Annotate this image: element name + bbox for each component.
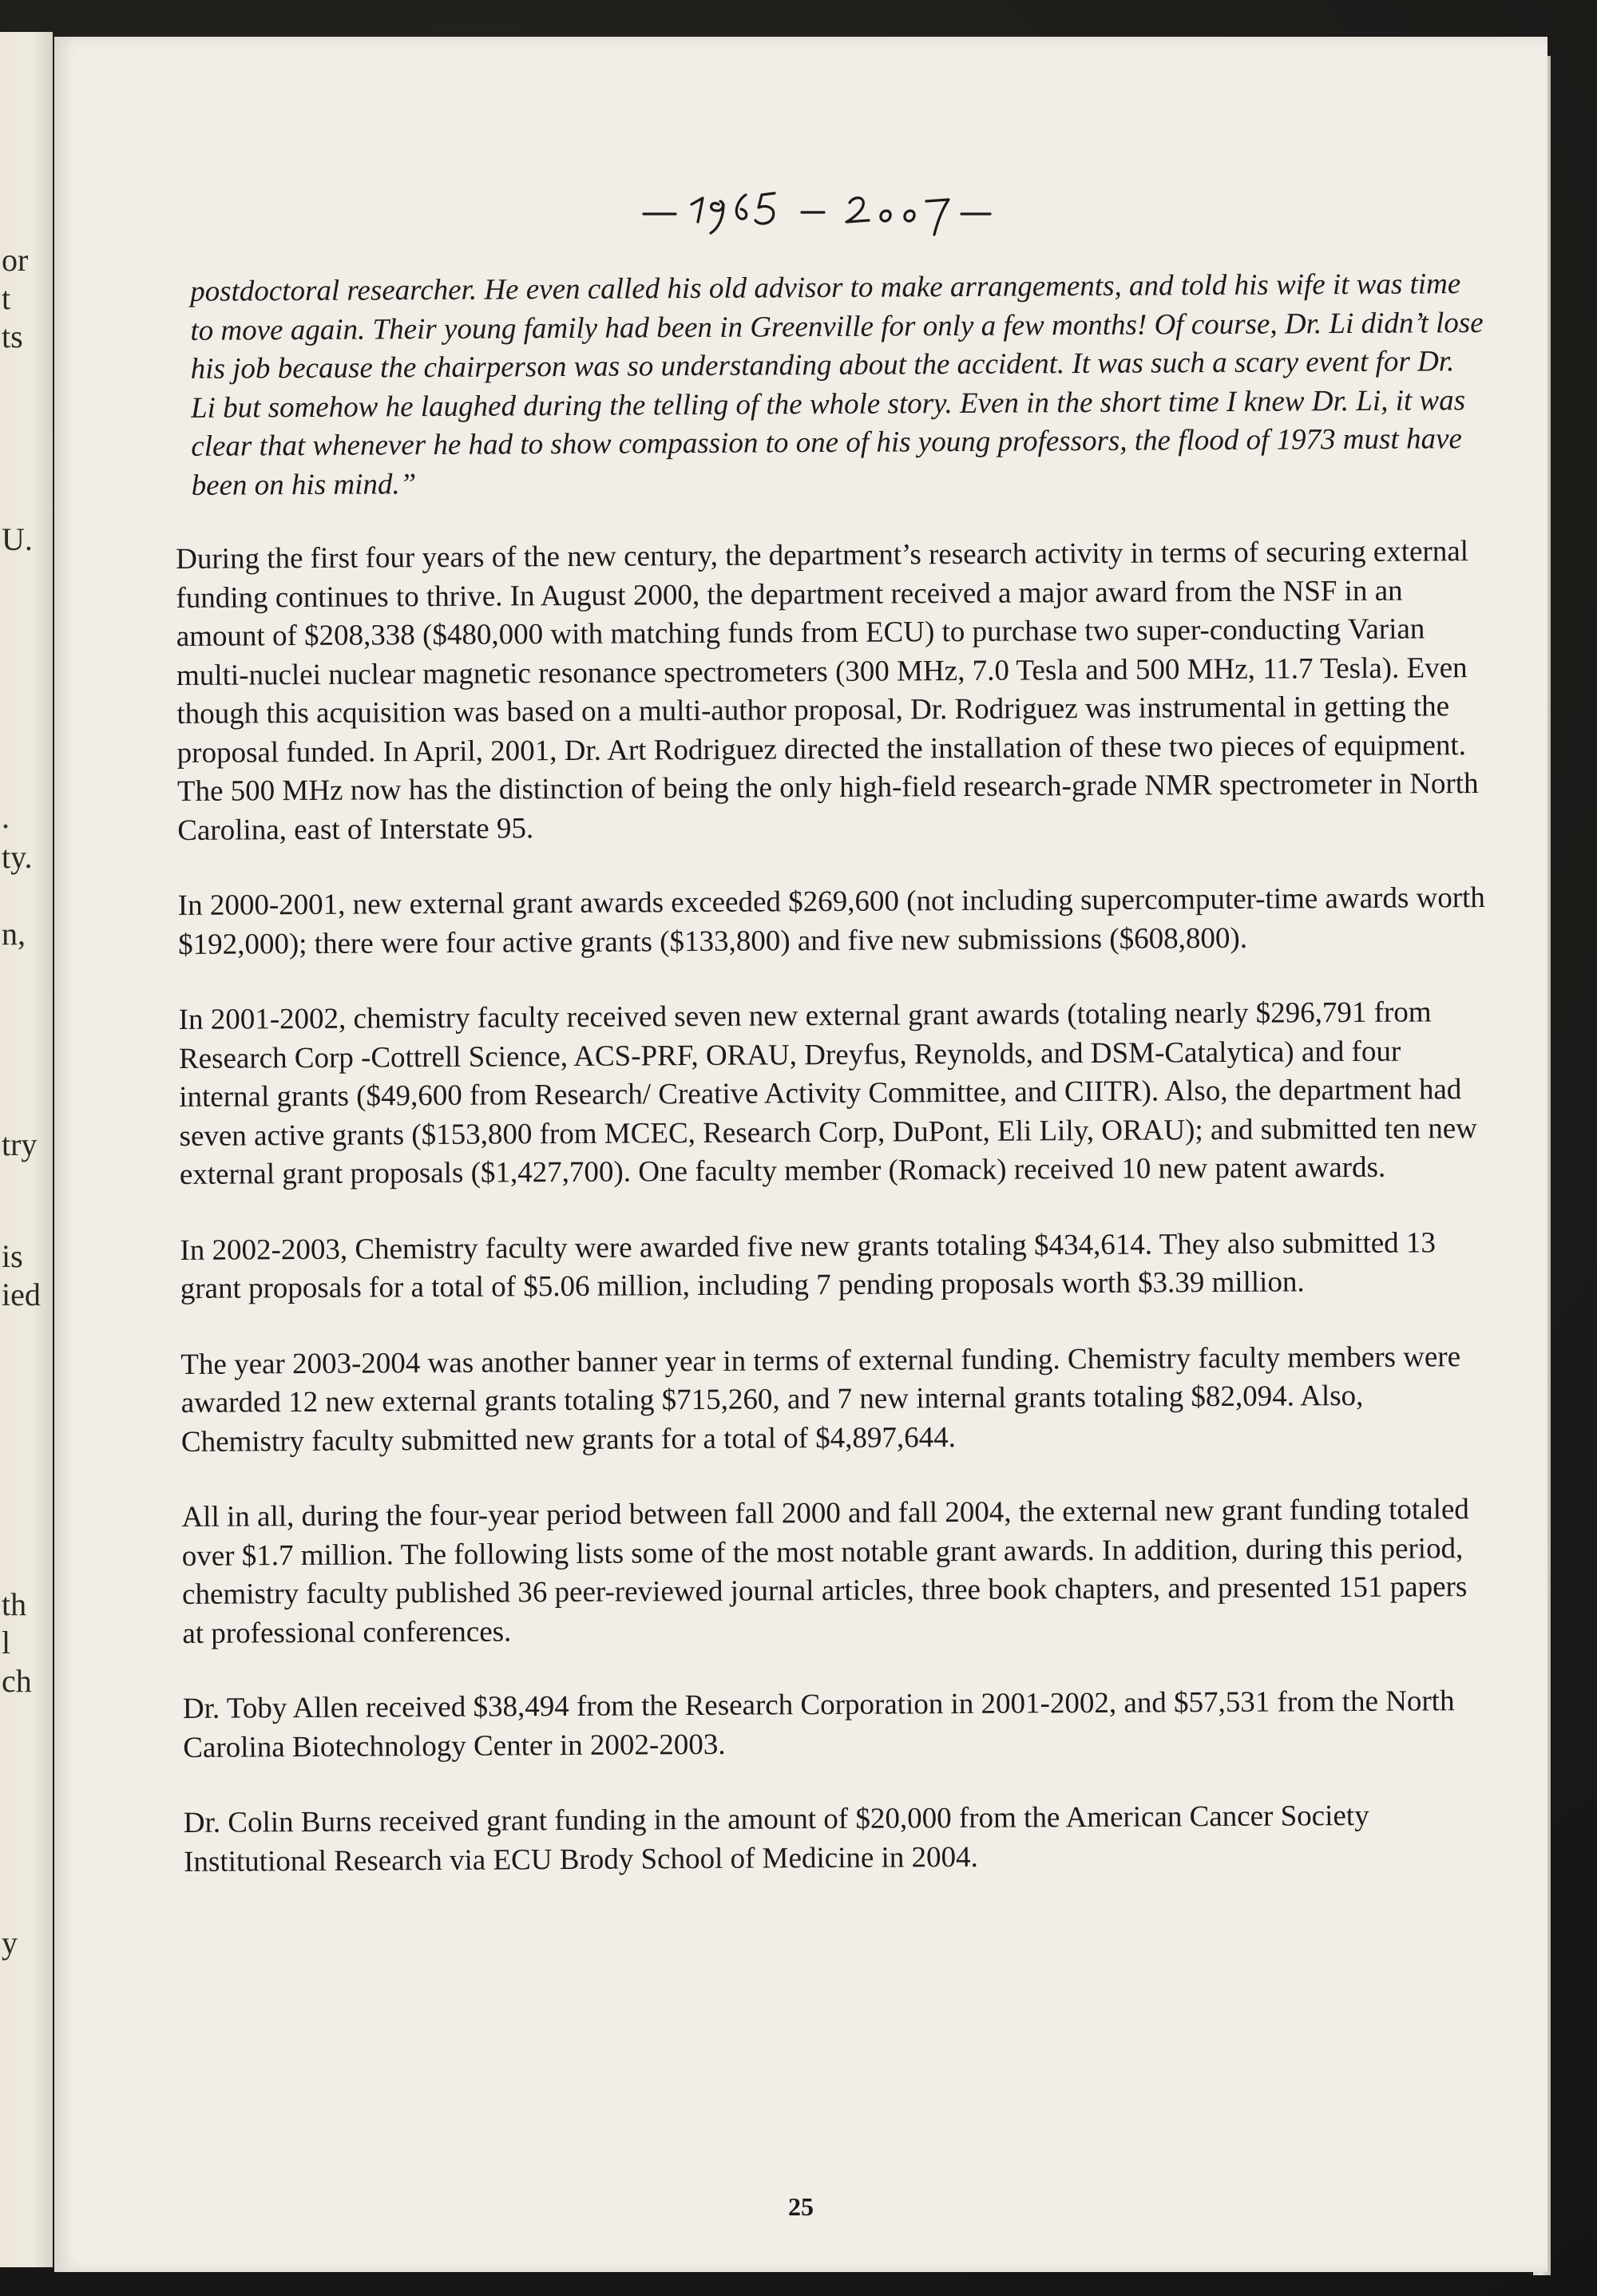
facing-page-fragment: ied <box>2 1277 41 1312</box>
handwritten-header <box>629 172 1012 236</box>
facing-page-fragment: ts <box>2 319 23 354</box>
facing-page-fragment: y <box>2 1925 18 1961</box>
paragraph: In 2002-2003, Chemistry faculty were awarded five new grants totaling $434,614. They also submitted 13 grant proposals for a total of $5.06 million, including 7 pending proposals worth $3.39 million. <box>180 1225 1437 1305</box>
paragraph: Dr. Colin Burns received grant funding in the amount of $20,000 from the American Cancer Society Institutional Research via ECU Brody School of Medicine in 2004. <box>183 1799 1369 1878</box>
facing-page-fragment: t <box>2 280 11 316</box>
facing-page-fragment: ty. <box>2 839 33 875</box>
article-body <box>174 265 1494 1918</box>
paragraph: In 2001-2002, chemistry faculty received seven new external grant awards (totaling nearly $296,791 from Research Corp -Cottrell Science, ACS-PRF, ORAU, Dreyfus, Reynolds, and DSM-Catalytica) and four internal grants ($49,600 from Research/ Creative Activity Committee, and CIITR). Also, the department had seven active grants ($153,800 from MCEC, Research Corp, DuPont, Eli Lily, ORAU); and submitted ten new external grant proposals ($1,427,700). One faculty member (Romack) received 10 new patent awards. <box>178 996 1478 1191</box>
paragraph: Dr. Toby Allen received $38,494 from the Research Corporation in 2001-2002, and $57,531 from the North Carolina Biotechnology Center in 2002-2003. <box>182 1684 1455 1764</box>
quoted-passage: postdoctoral researcher. He even called his old advisor to make arrangements, and told his wife it was time to move again. Their young family had been in Greenville for only a few months! Of course, Dr. Li didn’t lose his job because the chairperson was so understanding about the accident. It was such a scary event for Dr. Li but somehow he laughed during the telling of the whole story. Even in the short time I knew Dr. Li, it was clear that whenever he had to show compassion to one of his young professors, the flood of 1973 must have been on his mind.” <box>190 267 1484 502</box>
facing-page-fragment: th <box>2 1586 27 1622</box>
paragraph: During the first four years of the new century, the department’s research activity in terms of securing external funding continues to thrive. In August 2000, the department received a major award from the NSF in an amount of $208,338 ($480,000 with matching funds from ECU) to purchase two super-conducting Varian multi-nuclei nuclear magnetic resonance spectrometers (300 MHz, 7.0 Tesla and 500 MHz, 11.7 Tesla). Even though this acquisition was based on a multi-author proposal, Dr. Rodriguez was instrumental in getting the proposal funded. In April, 2001, Dr. Art Rodriguez directed the installation of these two pieces of equipment. The 500 MHz now has the distinction of being the only high-field research-grade NMR spectrometer in North Carolina, east of Interstate 95. <box>176 535 1479 847</box>
facing-page-fragment: l <box>2 1625 11 1661</box>
facing-page-edge <box>0 32 53 2267</box>
paragraph: All in all, during the four-year period between fall 2000 and fall 2004, the external new grant funding totaled over $1.7 million. The following lists some of the most notable grant awards. In addition, during this period, chemistry faculty published 36 peer-reviewed journal articles, three book chapters, and presented 151 papers at professional conferences. <box>181 1493 1469 1650</box>
document-page <box>54 37 1547 2272</box>
facing-page-fragment: ch <box>2 1663 32 1699</box>
paragraph: In 2000-2001, new external grant awards exceeded $269,600 (not including supercomputer-time awards worth $192,000); there were four active grants ($133,800) and five new submissions ($608,800). <box>177 881 1485 961</box>
facing-page-fragment: U. <box>2 521 33 557</box>
facing-page-fragment: or <box>2 242 29 278</box>
facing-page-fragment: try <box>2 1126 38 1162</box>
facing-page-fragment: . <box>2 799 10 835</box>
facing-page-fragment: is <box>2 1238 23 1274</box>
facing-page-fragment: n, <box>2 916 26 952</box>
page-number: 25 <box>788 2192 814 2221</box>
paragraph: The year 2003-2004 was another banner year in terms of external funding. Chemistry faculty members were awarded 12 new external grants totaling $715,260, and 7 new internal grants totaling $82,094. Also, Chemistry faculty submitted new grants for a total of $4,897,644. <box>180 1340 1461 1459</box>
